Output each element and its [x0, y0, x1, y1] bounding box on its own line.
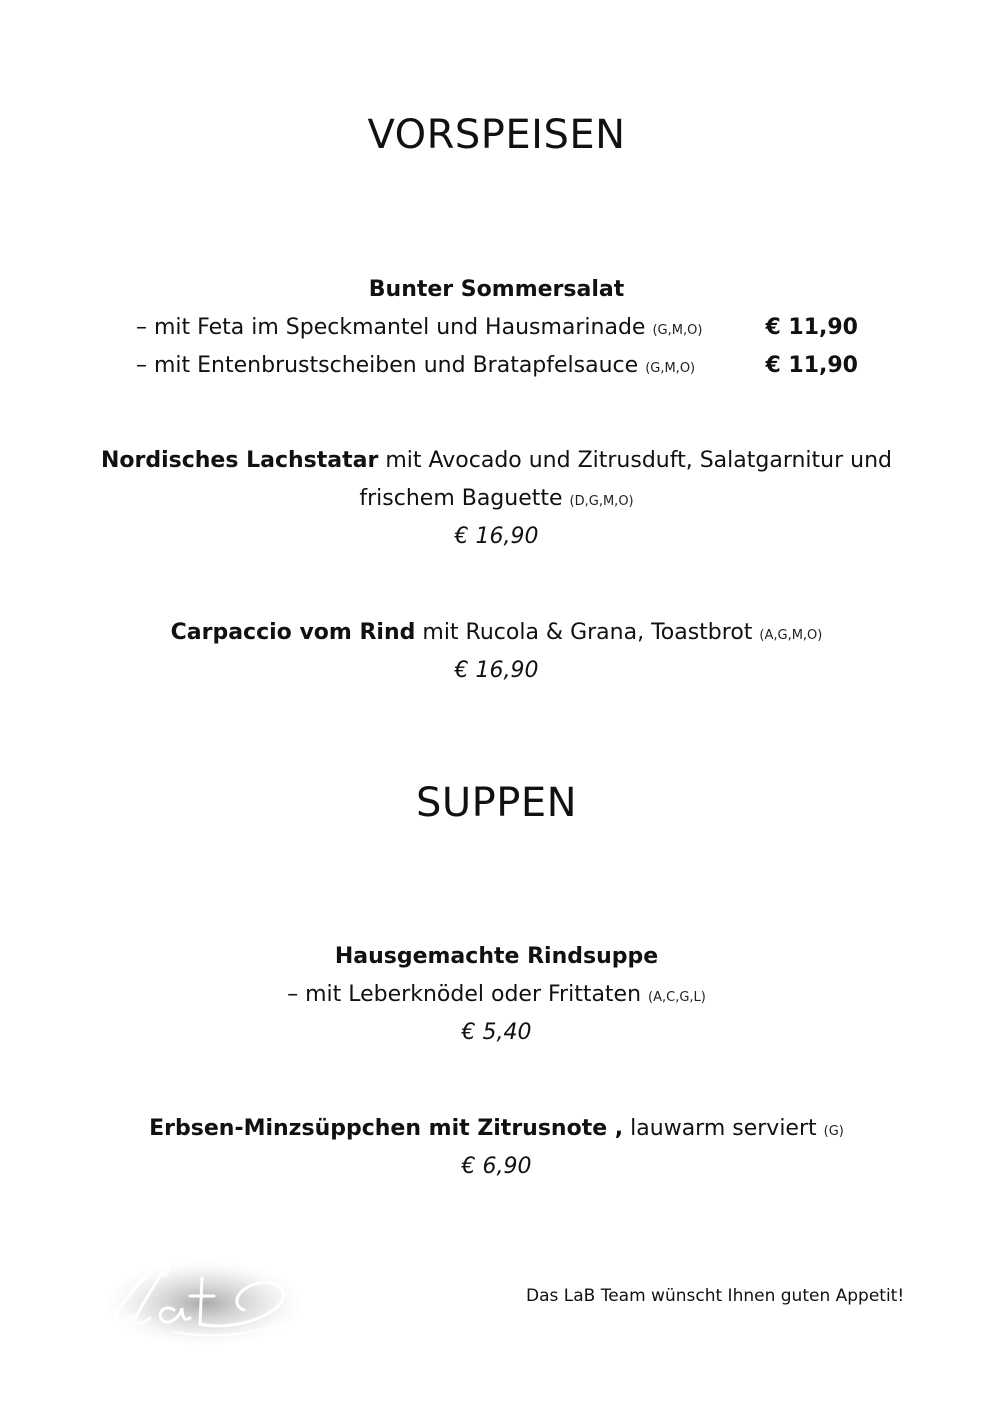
dish-desc: lauwarm serviert [623, 1116, 817, 1141]
dish-lachstatar-line2 [0, 484, 993, 517]
dish-desc: frischem Baguette [359, 486, 563, 511]
dish-carpaccio-line [0, 618, 993, 651]
dish-rindsuppe-price: € 5,40 [461, 1020, 532, 1045]
lab-logo [104, 1258, 304, 1348]
dish-desc: mit Avocado und Zitrusduft, Salatgarnitur und [378, 448, 893, 473]
dish-name: Erbsen-Minzsüppchen mit Zitrusnote , [149, 1116, 624, 1141]
salad-variant-feta-desc [136, 313, 702, 346]
salad-variant-ente-desc [136, 351, 695, 384]
price: € 11,90 [765, 315, 858, 340]
dish-name: Carpaccio vom Rind [170, 620, 416, 645]
variant-text: – mit Entenbrustscheiben und Bratapfelsauce [136, 353, 639, 378]
price: € 11,90 [765, 353, 858, 378]
dish-carpaccio-price: € 16,90 [454, 658, 539, 683]
variant-text: – mit Feta im Speckmantel und Hausmarinade [136, 315, 646, 340]
dish-desc: – mit Leberknödel oder Frittaten [287, 982, 642, 1007]
allergen-codes: (A,G,M,O) [759, 628, 823, 643]
section-title-suppen: SUPPEN [415, 780, 578, 826]
allergen-codes: (G,M,O) [652, 323, 703, 338]
section-title-vorspeisen: VORSPEISEN [367, 112, 626, 158]
dish-name-rindsuppe: Hausgemachte Rindsuppe [334, 944, 659, 969]
salad-variant-ente [136, 351, 858, 381]
allergen-codes: (A,C,G,L) [648, 990, 706, 1005]
allergen-codes: (G,M,O) [645, 361, 696, 376]
dish-name: Nordisches Lachstatar [100, 448, 379, 473]
dish-rindsuppe-desc [0, 980, 993, 1013]
dish-lachstatar-line1 [0, 446, 993, 476]
salad-variant-feta [136, 313, 858, 343]
dish-name-sommersalat: Bunter Sommersalat [368, 277, 625, 302]
allergen-codes: (G) [823, 1124, 844, 1139]
dish-erbsen-price: € 6,90 [461, 1154, 532, 1179]
dish-erbsen-line [0, 1114, 993, 1147]
dish-lachstatar-price: € 16,90 [454, 524, 539, 549]
allergen-codes: (D,G,M,O) [569, 494, 634, 509]
footer-message: Das LaB Team wünscht Ihnen guten Appetit! [526, 1286, 905, 1306]
dish-desc: mit Rucola & Grana, Toastbrot [415, 620, 753, 645]
